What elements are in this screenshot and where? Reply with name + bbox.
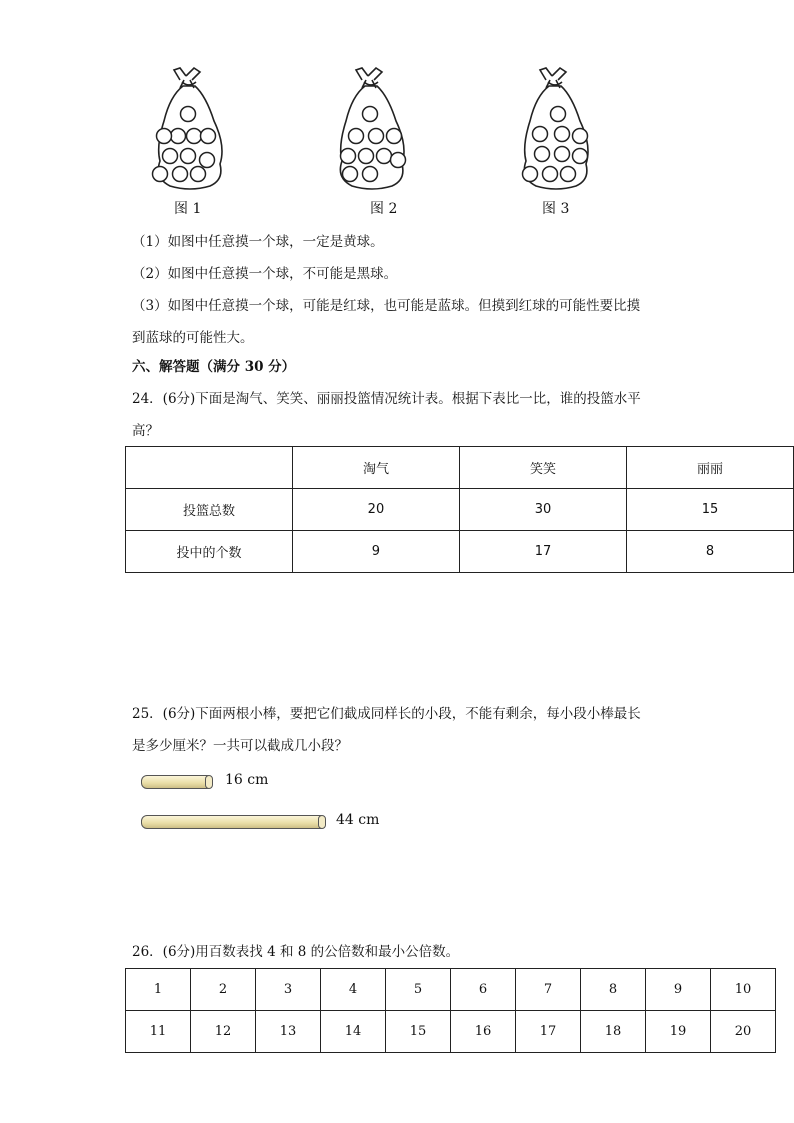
table-cell: 8 <box>581 969 646 1011</box>
table-cell: 2 <box>191 969 256 1011</box>
table-cell: 19 <box>646 1011 711 1053</box>
table-cell: 7 <box>516 969 581 1011</box>
q26-text: 26．(6分)用百数表找 4 和 8 的公倍数和最小公倍数。 <box>132 944 460 960</box>
table-cell: 1 <box>126 969 191 1011</box>
table-cell: 30 <box>459 489 626 531</box>
stick-16cm <box>141 775 213 789</box>
table-cell: 投中的个数 <box>126 531 293 573</box>
table-cell: 8 <box>626 531 793 573</box>
basketball-stats-table <box>125 446 794 573</box>
bag-figure-2 <box>332 66 410 190</box>
table-cell: 9 <box>292 531 459 573</box>
question-line: 到蓝球的可能性大。 <box>132 330 254 346</box>
table-cell: 5 <box>386 969 451 1011</box>
table-cell: 13 <box>256 1011 321 1053</box>
table-row <box>126 489 794 531</box>
table-cell: 17 <box>459 531 626 573</box>
q25-text: 25．(6分)下面两根小棒，要把它们截成同样长的小段，不能有剩余，每小段小棒最长 <box>132 706 641 722</box>
hundred-chart-table <box>125 968 776 1053</box>
table-cell: 15 <box>386 1011 451 1053</box>
question-line: （2）如图中任意摸一个球，不可能是黑球。 <box>132 266 398 282</box>
table-cell: 18 <box>581 1011 646 1053</box>
table-header-cell: 丽丽 <box>626 447 793 489</box>
table-cell: 投篮总数 <box>126 489 293 531</box>
table-cell: 6 <box>451 969 516 1011</box>
table-header-cell <box>126 447 293 489</box>
table-header-row <box>126 447 794 489</box>
table-cell: 3 <box>256 969 321 1011</box>
stick-16cm-label: 16 cm <box>225 772 269 788</box>
table-row <box>126 531 794 573</box>
section-heading: 六、解答题（满分 30 分） <box>132 359 296 375</box>
table-cell: 20 <box>292 489 459 531</box>
q25-text: 是多少厘米？一共可以截成几小段？ <box>132 738 348 754</box>
table-cell: 20 <box>711 1011 776 1053</box>
table-cell: 12 <box>191 1011 256 1053</box>
question-line: （3）如图中任意摸一个球，可能是红球，也可能是蓝球。但摸到红球的可能性要比摸 <box>132 298 641 314</box>
table-header-cell: 笑笑 <box>459 447 626 489</box>
bag-figure-1 <box>150 66 228 190</box>
stick-end <box>318 815 326 829</box>
stick-44cm <box>141 815 326 829</box>
table-cell: 11 <box>126 1011 191 1053</box>
q24-text: 高？ <box>132 423 159 439</box>
stick-44cm-label: 44 cm <box>336 812 380 828</box>
table-cell: 14 <box>321 1011 386 1053</box>
table-cell: 16 <box>451 1011 516 1053</box>
figure-caption-3: 图 3 <box>542 201 570 217</box>
bag-figure-3 <box>516 66 594 190</box>
table-row <box>126 1011 776 1053</box>
table-cell: 4 <box>321 969 386 1011</box>
table-cell: 10 <box>711 969 776 1011</box>
q24-text: 24．(6分)下面是淘气、笑笑、丽丽投篮情况统计表。根据下表比一比，谁的投篮水平 <box>132 391 641 407</box>
table-cell: 15 <box>626 489 793 531</box>
table-cell: 9 <box>646 969 711 1011</box>
figure-caption-2: 图 2 <box>370 201 398 217</box>
stick-end <box>205 775 213 789</box>
question-line: （1）如图中任意摸一个球，一定是黄球。 <box>132 234 384 250</box>
table-row <box>126 969 776 1011</box>
table-cell: 17 <box>516 1011 581 1053</box>
figure-caption-1: 图 1 <box>174 201 202 217</box>
table-header-cell: 淘气 <box>292 447 459 489</box>
